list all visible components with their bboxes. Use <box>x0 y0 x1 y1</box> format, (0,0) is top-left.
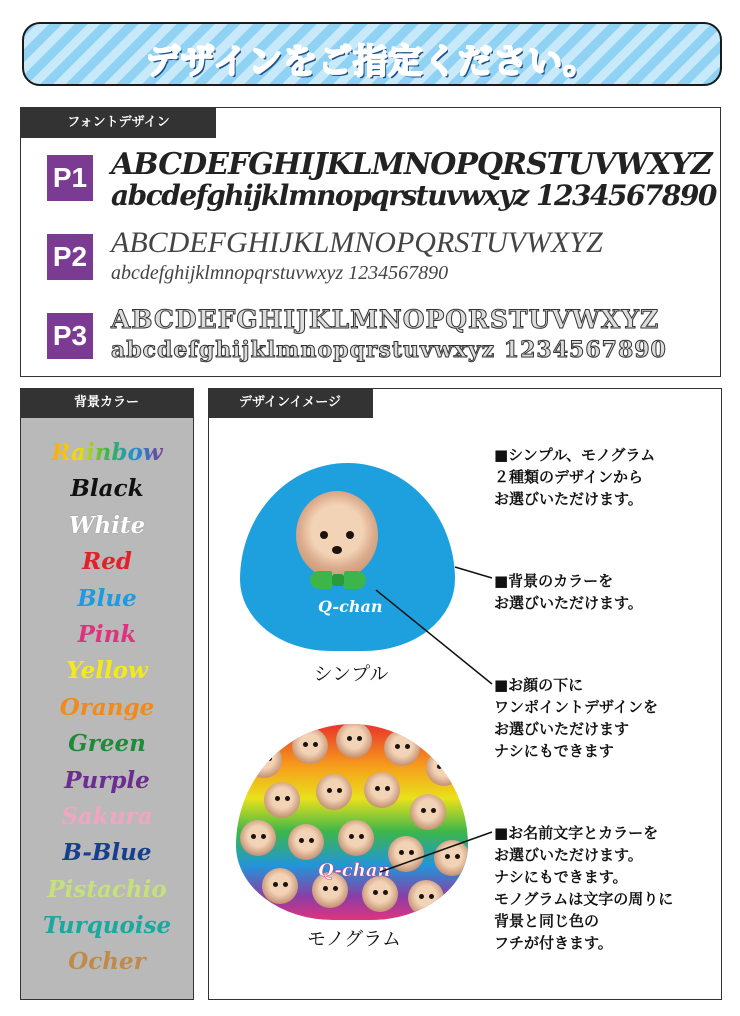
simple-caption: シンプル <box>313 663 389 685</box>
background-color-tab: 背景カラー <box>20 388 194 418</box>
font-p1-uppercase: ABCDEFGHIJKLMNOPQRSTUVWXYZ <box>111 147 712 182</box>
font-p3-uppercase: ABCDEFGHIJKLMNOPQRSTUVWXYZ <box>111 305 660 334</box>
font-design-tab: フォントデザイン <box>21 108 216 138</box>
font-p2-lowercase: abcdefghijklmnopqrstuvwxyz 1234567890 <box>111 262 449 284</box>
font-badge-p1: P1 <box>47 155 93 201</box>
monogram-caption: モノグラム <box>306 928 402 950</box>
color-option-rainbow[interactable]: Rainbow <box>21 435 193 471</box>
note-background-color: ■背景のカラーを お選びいただけます。 <box>494 572 643 612</box>
color-option-ocher[interactable]: Ocher <box>68 948 146 976</box>
color-option-b-blue[interactable]: B-Blue <box>62 839 152 867</box>
pet-name-label: Q-chan <box>318 597 383 616</box>
font-p3-lowercase: abcdefghijklmnopqrstuvwxyz 1234567890 <box>111 337 667 363</box>
color-option-pink[interactable]: Pink <box>77 620 137 648</box>
note-face-design: ■お顔の下に ワンポイントデザインを お選びいただけます ナシにもできます <box>494 676 658 760</box>
color-option-orange[interactable]: Orange <box>59 693 155 721</box>
color-option-turquoise[interactable]: Turquoise <box>42 912 172 940</box>
note-name-text: ■お名前文字とカラーを お選びいただけます。 ナシにもできます。 モノグラムは文字の周りに 背景と同じ色の フチが付きます。 <box>494 824 674 952</box>
monogram-pet-name-label: Q-chan <box>318 860 391 881</box>
color-option-green[interactable]: Green <box>68 730 146 758</box>
banner-title: デザインをご指定ください。 <box>145 42 599 82</box>
font-p1-lowercase: abcdefghijklmnopqrstuvwxyz 1234567890 <box>111 179 716 212</box>
note-design-types: ■シンプル、モノグラム ２種類のデザインから お選びいただけます。 <box>494 446 656 508</box>
color-option-black[interactable]: Black <box>70 475 144 503</box>
font-badge-p2: P2 <box>47 234 93 280</box>
color-option-blue[interactable]: Blue <box>77 584 137 612</box>
color-option-red[interactable]: Red <box>82 548 132 576</box>
font-badge-p3: P3 <box>47 313 93 359</box>
font-p2-uppercase: ABCDEFGHIJKLMNOPQRSTUVWXYZ <box>111 226 603 259</box>
color-option-yellow[interactable]: Yellow <box>66 657 148 685</box>
color-option-sakura[interactable]: Sakura <box>61 802 153 830</box>
design-image-tab: デザインイメージ <box>208 388 373 418</box>
color-option-white[interactable]: White <box>68 511 146 539</box>
color-option-pistachio[interactable]: Pistachio <box>47 875 167 903</box>
color-option-purple[interactable]: Purple <box>64 766 150 794</box>
